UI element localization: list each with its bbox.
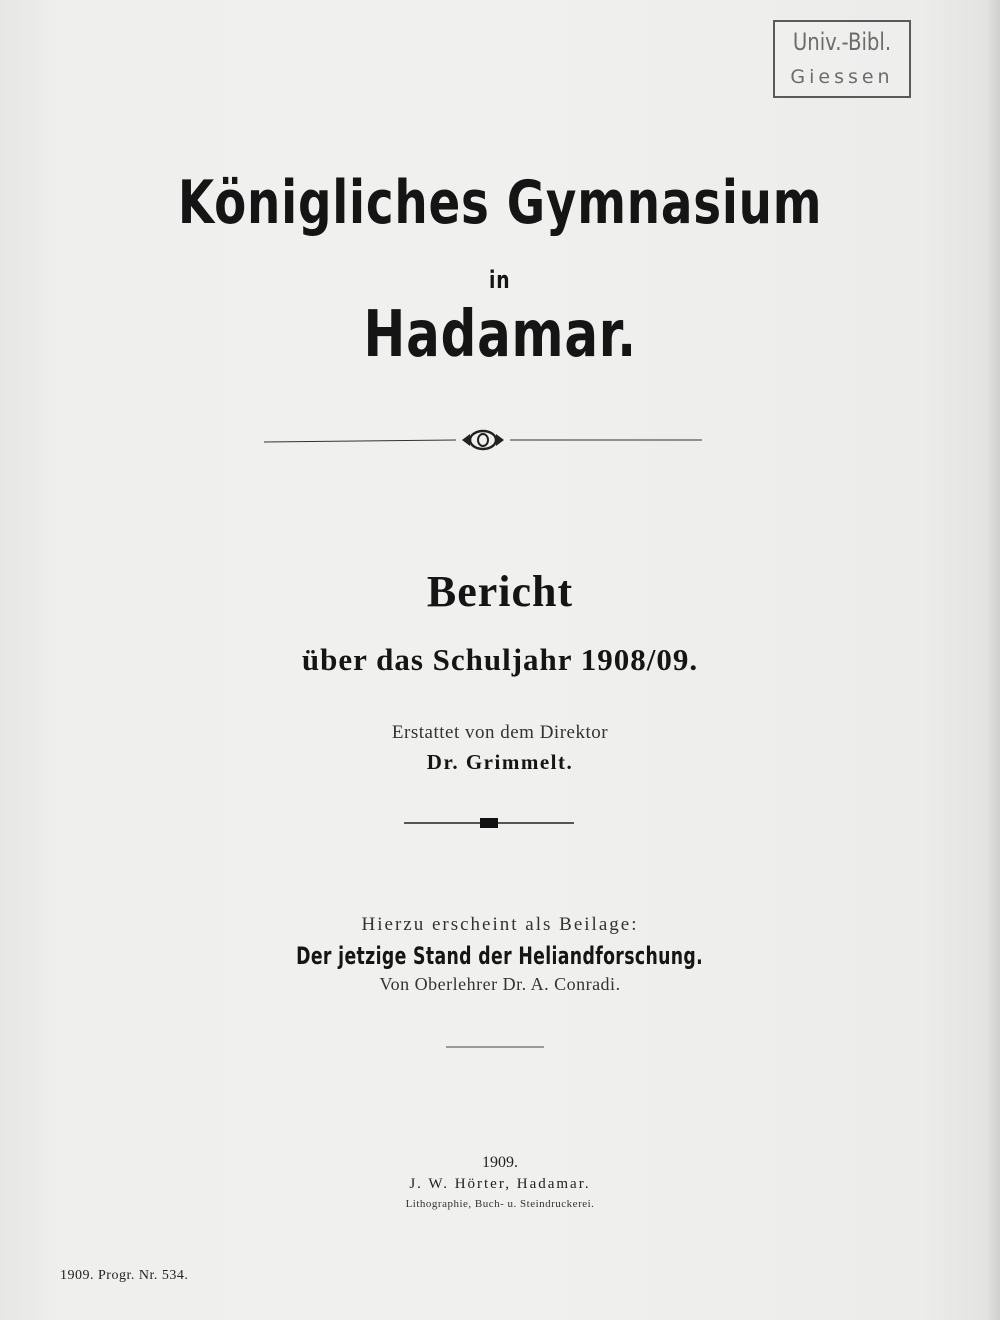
supplement-title-line: [0, 942, 1000, 971]
divider-line-3: [446, 1044, 544, 1050]
ornamental-divider-2: [404, 816, 574, 832]
imprint-publisher: J. W. Hörter, Hadamar.: [409, 1176, 591, 1192]
title-text-3: Hadamar.: [363, 298, 637, 372]
school-year-subtitle: über das Schuljahr 1908/09.: [301, 642, 699, 677]
stamp-line-2: Giessen: [790, 66, 894, 88]
director-name: Dr. Grimmelt.: [426, 750, 574, 774]
presented-by-text: Erstattet von dem Direktor: [391, 722, 609, 743]
report-heading: Bericht: [426, 567, 574, 616]
title-text-2: in: [489, 266, 511, 294]
title-line-3: [0, 298, 1000, 372]
library-stamp: [773, 20, 911, 98]
supplement-author: Von Oberlehrer Dr. A. Conradi.: [379, 974, 621, 994]
supplement-title: Der jetzige Stand der Heliandforschung.: [296, 942, 704, 970]
program-number: 1909. Progr. Nr. 534.: [60, 1268, 189, 1283]
imprint-publisher-detail: Lithographie, Buch- u. Steindruckerei.: [405, 1198, 595, 1210]
supplement-intro: Hierzu erscheint als Beilage:: [361, 914, 639, 935]
ornamental-divider-1: [264, 426, 704, 456]
title-line-2: [0, 266, 1000, 295]
imprint-year: 1909.: [482, 1154, 518, 1171]
stamp-line-1: Univ.-Bibl.: [792, 28, 892, 56]
title-text-1: Königliches Gymnasium: [177, 168, 823, 238]
title-line-1: [0, 168, 1000, 238]
